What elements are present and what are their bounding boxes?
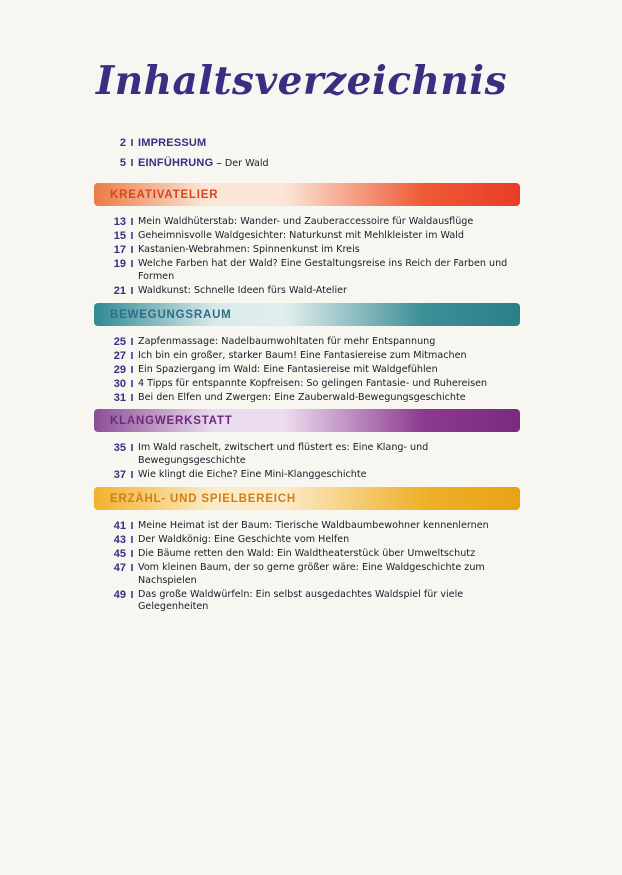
- page-number: 43: [113, 533, 126, 546]
- toc-entry[interactable]: [96, 589, 520, 614]
- toc-entry[interactable]: [96, 534, 520, 547]
- separator: I: [130, 336, 134, 348]
- entry-title: Bei den Elfen und Zwergen: Eine Zauberwald-Bewegungsgeschichte: [138, 391, 466, 403]
- toc-entry[interactable]: [96, 442, 520, 467]
- section-header-bar: BEWEGUNGSRAUM: [94, 303, 520, 326]
- toc-entry[interactable]: [96, 392, 520, 405]
- entry-title: Vom kleinen Baum, der so gerne größer wäre: Eine Waldgeschichte zum Nachspielen: [138, 561, 485, 586]
- toc-entry[interactable]: [96, 216, 520, 229]
- separator: I: [130, 257, 134, 270]
- separator: I: [130, 391, 134, 404]
- section-header-bar: ERZÄHL- UND SPIELBEREICH: [94, 487, 520, 510]
- page-number: 5: [119, 156, 126, 169]
- page-number: 31: [113, 391, 126, 404]
- separator: I: [130, 547, 134, 560]
- page-number: 21: [113, 284, 126, 297]
- entry-title: 4 Tipps für entspannte Kopfreisen: So gelingen Fantasie- und Ruhereisen: [138, 377, 488, 389]
- entry-title: IMPRESSUM: [138, 137, 207, 149]
- toc-entry[interactable]: [96, 350, 520, 363]
- entry-title: Ein Spaziergang im Wald: Eine Fantasiereise mit Waldgefühlen: [138, 363, 438, 375]
- toc-entry[interactable]: [96, 469, 520, 482]
- separator: I: [130, 349, 134, 362]
- page-number: 47: [113, 561, 126, 574]
- toc-entry[interactable]: [96, 285, 520, 298]
- toc-entry[interactable]: [96, 230, 520, 243]
- page-number: 37: [113, 468, 126, 481]
- separator: I: [130, 442, 134, 454]
- separator: I: [130, 520, 134, 532]
- section-header-bar: KLANGWERKSTATT: [94, 409, 520, 432]
- entry-title: Der Waldkönig: Eine Geschichte vom Helfen: [138, 533, 350, 545]
- entry-dash: –: [216, 157, 222, 169]
- toc-entry[interactable]: [96, 258, 520, 283]
- toc-entry[interactable]: [96, 364, 520, 377]
- entry-title: Im Wald raschelt, zwitschert und flüstert es: Eine Klang- und Bewegungsgeschichte: [138, 442, 429, 466]
- page-number: 45: [113, 547, 126, 560]
- entry-title: Geheimnisvolle Waldgesichter: Naturkunst mit Mehlkleister im Wald: [138, 229, 464, 241]
- entry-title: Das große Waldwürfeln: Ein selbst ausgedachtes Waldspiel für viele Gelegenheiten: [138, 588, 464, 613]
- page-number: 35: [113, 442, 126, 454]
- separator: I: [130, 229, 134, 242]
- page-number: 30: [113, 377, 126, 390]
- page-number: 49: [113, 588, 126, 601]
- toc-entry[interactable]: [96, 244, 520, 257]
- toc-entry-impressum[interactable]: [96, 137, 526, 150]
- page-title: Inhaltsverzeichnis: [96, 58, 508, 104]
- section-bewegungsraum: [94, 303, 520, 406]
- page-number: 29: [113, 363, 126, 376]
- separator: I: [130, 284, 134, 297]
- entry-title: Kastanien-Webrahmen: Spinnenkunst im Kreis: [138, 243, 360, 255]
- toc-entry[interactable]: [96, 562, 520, 587]
- page-number: 15: [113, 229, 126, 242]
- entry-title: Ich bin ein großer, starker Baum! Eine Fantasiereise zum Mitmachen: [138, 349, 467, 361]
- entry-title: Wie klingt die Eiche? Eine Mini-Klanggeschichte: [138, 468, 367, 480]
- separator: I: [130, 363, 134, 376]
- page-number: 25: [113, 336, 126, 348]
- toc-entry-einfuehrung[interactable]: [96, 157, 526, 171]
- entry-title: Die Bäume retten den Wald: Ein Waldtheaterstück über Umweltschutz: [138, 547, 476, 559]
- section-klangwerkstatt: [94, 409, 520, 483]
- page-number: 41: [113, 520, 126, 532]
- separator: I: [130, 137, 134, 149]
- separator: I: [130, 243, 134, 256]
- separator: I: [130, 377, 134, 390]
- separator: I: [130, 468, 134, 481]
- section-header-bar: KREATIVATELIER: [94, 183, 520, 206]
- page-number: 19: [113, 257, 126, 270]
- toc-entry[interactable]: [96, 548, 520, 561]
- entry-title: Welche Farben hat der Wald? Eine Gestaltungsreise ins Reich der Farben und Formen: [138, 257, 508, 282]
- page-number: 27: [113, 349, 126, 362]
- separator: I: [130, 588, 134, 601]
- entry-subtitle: Der Wald: [224, 157, 269, 169]
- toc-entry[interactable]: [96, 336, 520, 349]
- section-kreativatelier: [94, 183, 520, 299]
- section-erzaehl-und-spielbereich: [94, 487, 520, 615]
- separator: I: [130, 156, 134, 169]
- entry-title: EINFÜHRUNG: [138, 156, 214, 169]
- intro-entries: [96, 137, 526, 177]
- toc-entry[interactable]: [96, 378, 520, 391]
- entry-title: Meine Heimat ist der Baum: Tierische Waldbaumbewohner kennenlernen: [138, 520, 489, 531]
- page-number: 2: [119, 137, 126, 149]
- separator: I: [130, 561, 134, 574]
- entry-title: Waldkunst: Schnelle Ideen fürs Wald-Atelier: [138, 284, 347, 296]
- page-number: 17: [113, 243, 126, 256]
- page-number: 13: [113, 216, 126, 228]
- separator: I: [130, 216, 134, 228]
- toc-entry[interactable]: [96, 520, 520, 533]
- entry-title: Mein Waldhüterstab: Wander- und Zauberaccessoire für Waldausflüge: [138, 216, 474, 227]
- separator: I: [130, 533, 134, 546]
- entry-title: Zapfenmassage: Nadelbaumwohltaten für mehr Entspannung: [138, 336, 436, 347]
